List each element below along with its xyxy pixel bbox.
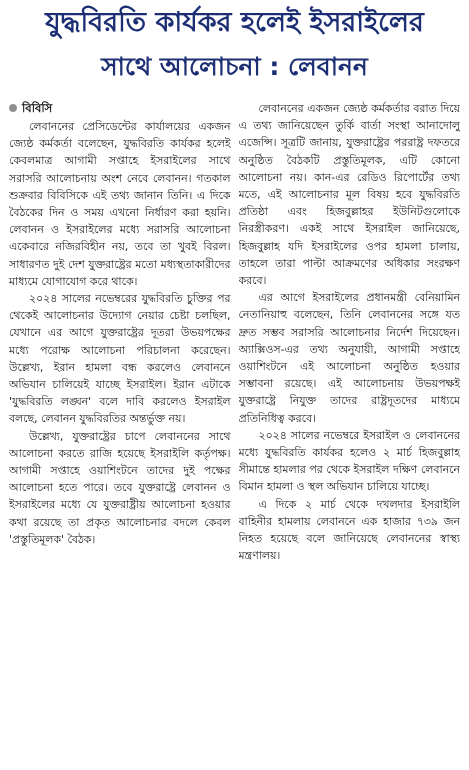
headline-line-2: সাথে আলোচনা : লেবানন	[101, 52, 368, 81]
paragraph: লেবাননের প্রেসিডেন্টের কার্যালয়ের একজন জ্যেষ্ঠ কর্মকর্তা বলেছেন, যুদ্ধবিরতি কার্যকর হলেই কেবলমাত্র আগামী সপ্তাহে ইসরাইলের সাথে সরাসরি আলোচনায় অংশ নেবে লেবানন। গতকাল শুক্রবার বিবিসিকে এই তথ্য জানান তিনি। এ দিকে বৈঠকের দিন ও সময় এখনো নির্ধারণ করা হয়নি। লেবানন ও ইসরাইলের মধ্যে সরাসরি আলোচনা একেবারে নজিরবিহীন নয়, তবে তা খুবই বিরল। সাধারণত দুই দেশ যুক্তরাষ্ট্রের মতো মধ্যস্থতাকারীদের মাধ্যমে যোগাযোগ করে থাকে।	[9, 120, 231, 288]
paragraph: এর আগে ইসরাইলের প্রধানমন্ত্রী বেনিয়ামিন নেতানিয়াহু বলেছেন, তিনি লেবাননের সঙ্গে যত দ্রুত সম্ভব সরাসরি আলোচনার নির্দেশ দিয়েছেন। অ্যাক্সিওস-এর তথ্য অনুযায়ী, আগামী সপ্তাহে ওয়াশিংটনে এই আলোচনা অনুষ্ঠিত হওয়ার সম্ভাবনা রয়েছে। এই আলোচনায় উভয়পক্ষই যুক্তরাষ্ট্রে নিযুক্ত তাদের রাষ্ট্রদূতদের মাধ্যমে প্রতিনিধিত্ব করবে।	[238, 291, 460, 425]
headline	[0, 6, 469, 84]
article-body	[9, 100, 460, 764]
paragraph: এ দিকে ২ মার্চ থেকে দখলদার ইসরাইলি বাহিনীর হামলায় লেবাননে এক হাজার ৭৩৯ জন নিহত হয়েছে বলে জানিয়েছে লেবাননের স্বাস্থ্য মন্ত্রণালয়।	[238, 497, 460, 563]
paragraph: ২০২৪ সালের নভেম্বরে ইসরাইল ও লেবাননের মধ্যে যুদ্ধবিরতি কার্যকর হলেও ২ মার্চ হিজবুল্লাহ সীমান্তে হামলার পর থেকে ইসরাইল দক্ষিণ লেবাননে বিমান হামলা ও স্থল অভিযান চালিয়ে যাচ্ছে।	[238, 428, 460, 494]
paragraph: লেবাননের একজন জ্যেষ্ঠ কর্মকর্তার বরাত দিয়ে এ তথ্য জানিয়েছেন তুর্কি বার্তা সংস্থা আনাদোলু এজেন্সি। সূত্রটি জানায়, যুক্তরাষ্ট্রের পররাষ্ট্র দফতরে অনুষ্ঠিত বৈঠকটি প্রস্তুতিমূলক, এটি কোনো আলোচনা নয়। কান-এর রেডিও রিপোর্টের তথ্য মতে, এই আলোচনার মূল বিষয় হবে যুদ্ধবিরতি প্রতিষ্ঠা এবং হিজবুল্লাহর ইউনিটগুলোকে নিরস্ত্রীকরণ। একই সাথে ইসরাইল জানিয়েছে, হিজবুল্লাহ যদি ইসরাইলের ওপর হামলা চালায়, তাহলে তারা পাল্টা আক্রমণের অধিকার সংরক্ষণ করবে।	[238, 102, 460, 288]
paragraph: উল্লেখ্য, যুক্তরাষ্ট্রের চাপে লেবাননের সাথে আলোচনা করতে রাজি হয়েছে ইসরাইলি কর্তৃপক্ষ। আগামী সপ্তাহে ওয়াশিংটনে তাদের দুই পক্ষের আলোচনা হতে পারে। তবে যুক্তরাষ্ট্রে লেবানন ও ইসরাইলের মধ্যে যে যুক্তরাষ্ট্রীয় আলোচনা হওয়ার কথা রয়েছে তা প্রকৃত আলোচনার বদলে কেবল 'প্রস্তুতিমূলক' বৈঠক।	[9, 429, 231, 546]
source-label: বিবিসি	[22, 101, 53, 115]
bullet-icon	[9, 104, 17, 112]
paragraph: ২০২৪ সালের নভেম্বরের যুদ্ধবিরতি চুক্তির পর থেকেই আলোচনার উদ্যোগ নেয়ার চেষ্টা চলছিল, যেখানে এর আগে যুক্তরাষ্ট্রের দূতরা উভয়পক্ষের মধ্যে পরোক্ষ আলোচনা পরিচালনা করেছেন। উল্লেখ্য, ইরান হামলা বন্ধ করলেও লেবাননে অভিযান চালিয়েই যাচ্ছে ইসরাইল। ইরান এটাকে 'যুদ্ধবিরতি লঙ্ঘন' বলে দাবি করলেও ইসরাইল বলছে, লেবানন যুদ্ধবিরতির অন্তর্ভুক্ত নয়।	[9, 292, 231, 426]
source-line	[9, 100, 231, 116]
headline-line-1: যুদ্ধবিরতি কার্যকর হলেই ইসরাইলের	[45, 7, 424, 38]
left-column	[9, 100, 231, 764]
right-column	[239, 100, 461, 764]
